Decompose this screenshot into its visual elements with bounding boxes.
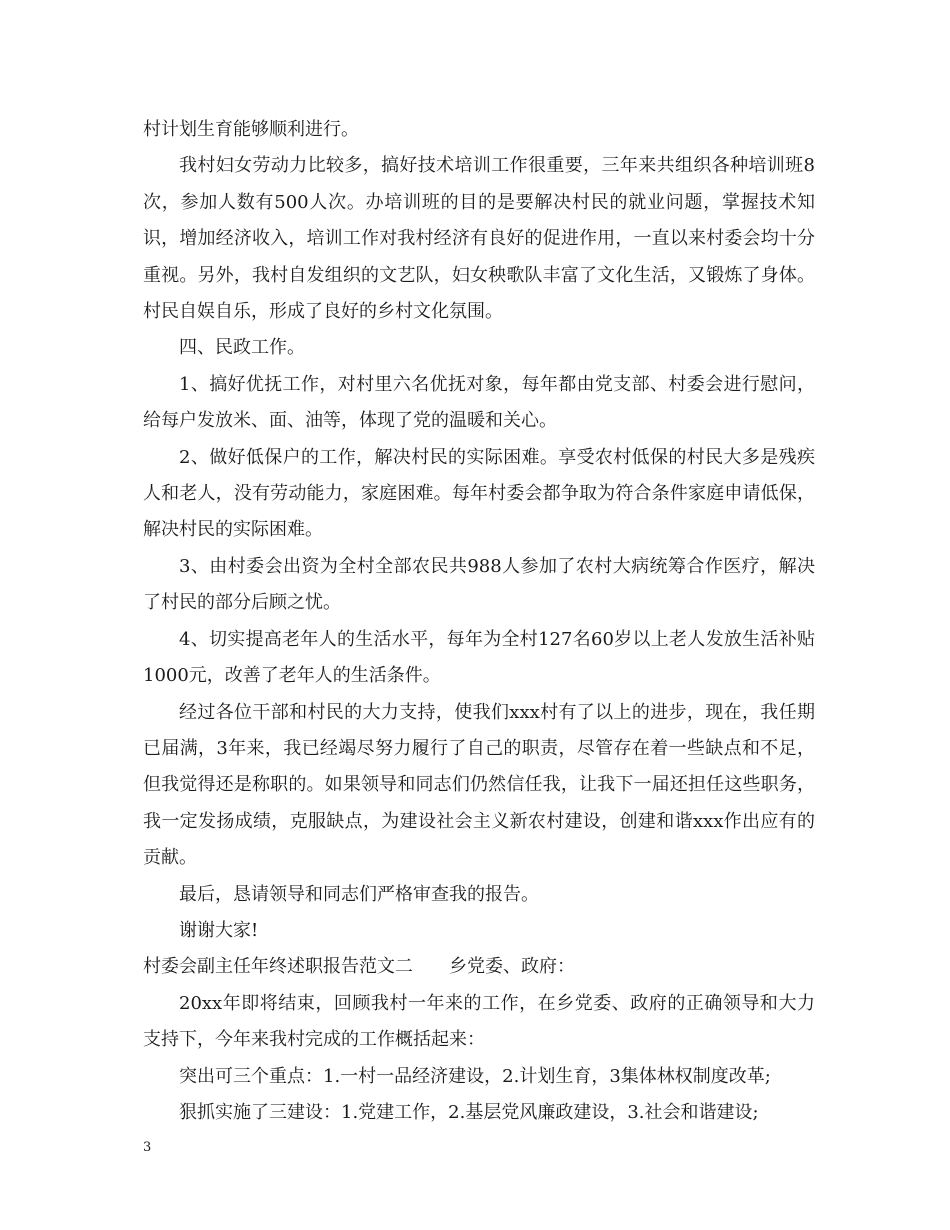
section-heading-civil-affairs: 四、民政工作。 — [179, 337, 305, 359]
paragraph-year-review: 20xx年即将结束，回顾我村一年来的工作，在乡党委、政府的正确领导和大力支持下，今年来我村完成的工作概括起来： — [143, 992, 815, 1051]
paragraph-item-4-elderly: 4、切实提高老年人的生活水平，每年为全村127名60岁以上老人发放生活补贴1000元，改善了老年人的生活条件。 — [143, 628, 815, 687]
paragraph-three-constructions: 狠抓实施了三建设：1.党建工作，2.基层党风廉政建设，3.社会和谐建设; — [179, 1101, 759, 1123]
paragraph-item-2-low-income: 2、做好低保户的工作，解决村民的实际困难。享受农村低保的村民大多是残疾人和老人，没有劳动能力，家庭困难。每年村委会都争取为符合条件家庭申请低保，解决村民的实际困难。 — [143, 446, 815, 541]
paragraph-summary: 经过各位干部和村民的大力支持，使我们xxx村有了以上的进步，现在，我任期已届满，3年来，我已经竭尽努力履行了自己的职责，尽管存在着一些缺点和不足，但我觉得还是称职的。如果领导和同志们仍然信任我，让我下一届还担任这些职务，我一定发扬成绩，克服缺点，为建设社会主义新农村建设，创建和谐xxx作出应有的贡献。 — [143, 701, 815, 869]
report-two-title: 村委会副主任年终述职报告范文二 乡党委、政府： — [143, 956, 575, 978]
document-body — [143, 112, 815, 1131]
paragraph-women-training: 我村妇女劳动力比较多，搞好技术培训工作很重要，三年来共组织各种培训班8次，参加人数有500人次。办培训班的目的是要解决村民的就业问题，掌握技术知识，增加经济收入，培训工作对我村经济有良好的促进作用，一直以来村委会均十分重视。另外，我村自发组织的文艺队，妇女秧歌队丰富了文化生活，又锻炼了身体。村民自娱自乐，形成了良好的乡村文化氛围。 — [143, 155, 815, 323]
page-number: 3 — [143, 1140, 152, 1155]
paragraph-closing-request: 最后，恳请领导和同志们严格审查我的报告。 — [179, 883, 539, 905]
paragraph-three-priorities: 突出可三个重点：1.一村一品经济建设，2.计划生育，3集体林权制度改革; — [179, 1065, 771, 1087]
paragraph-family-planning-end: 村计划生育能够顺利进行。 — [143, 119, 359, 140]
paragraph-thanks: 谢谢大家! — [179, 919, 259, 941]
paragraph-item-3-medical: 3、由村委会出资为全村全部农民共988人参加了农村大病统筹合作医疗，解决了村民的部分后顾之忧。 — [143, 555, 815, 614]
paragraph-item-1-veterans: 1、搞好优抚工作，对村里六名优抚对象，每年都由党支部、村委会进行慰问，给每户发放米、面、油等，体现了党的温暖和关心。 — [143, 373, 815, 432]
